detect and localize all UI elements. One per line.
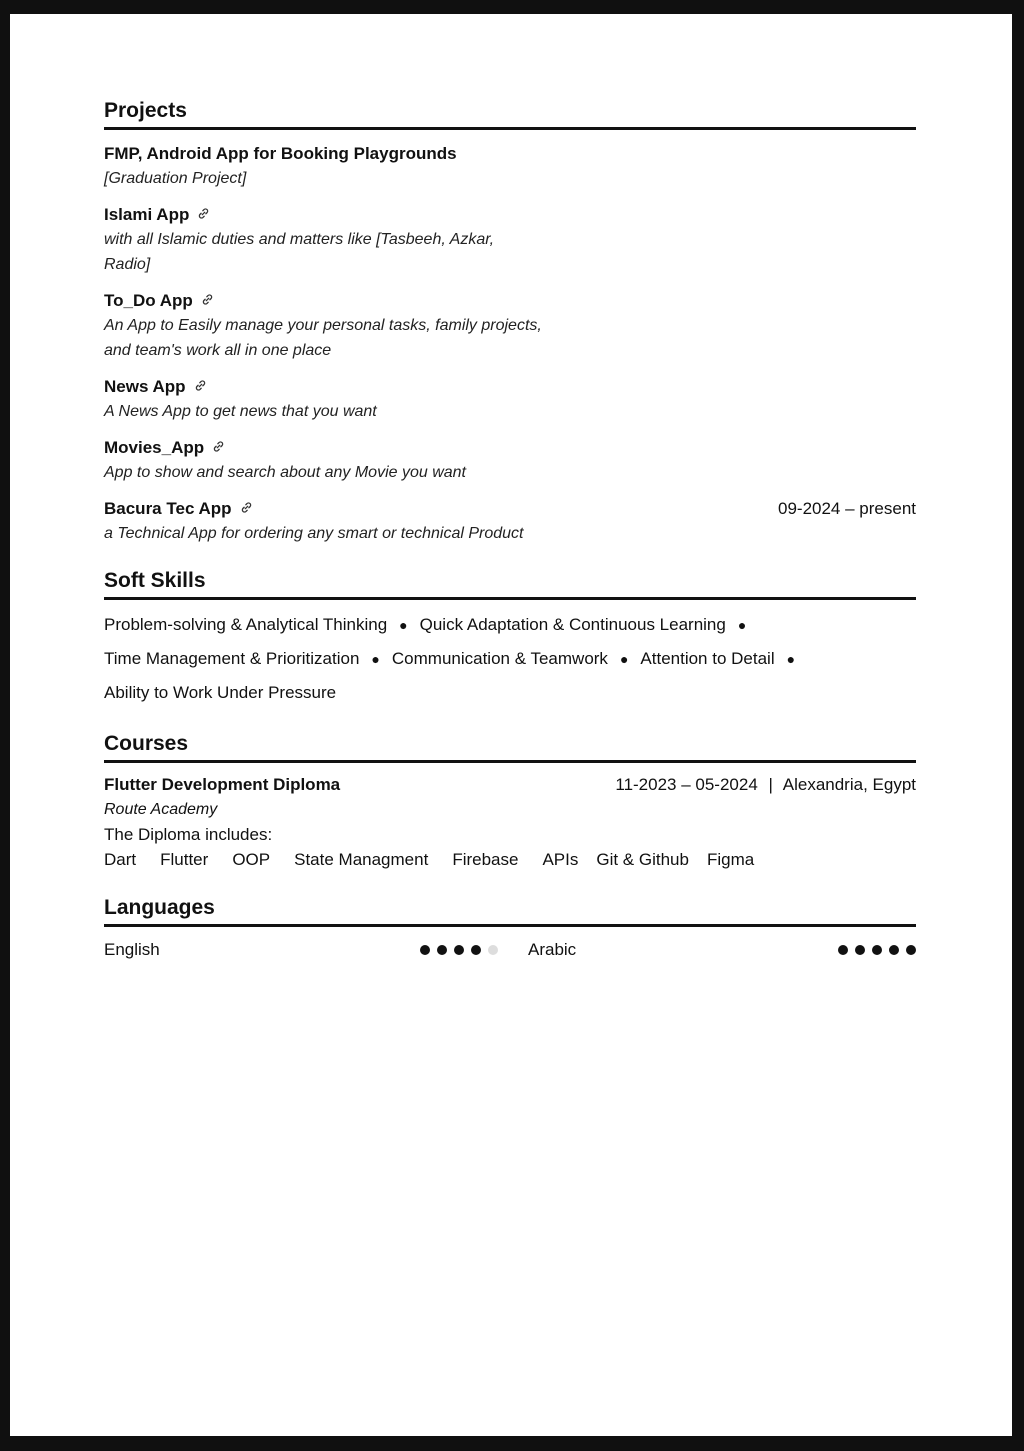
level-dot-filled	[872, 945, 882, 955]
courses-heading: Courses	[104, 731, 916, 763]
language-item	[528, 937, 916, 963]
languages-heading: Languages	[104, 895, 916, 927]
soft-skills-list	[104, 608, 916, 709]
language-name: Arabic	[528, 940, 577, 959]
soft-skills-section	[104, 568, 916, 709]
project-item	[104, 142, 916, 191]
project-name: News App	[104, 377, 186, 396]
level-dot-filled	[855, 945, 865, 955]
link-icon[interactable]	[240, 501, 253, 519]
project-header	[104, 203, 916, 227]
projects-heading: Projects	[104, 98, 916, 130]
project-name: Bacura Tec App	[104, 499, 232, 518]
language-name: English	[104, 940, 160, 959]
soft-skill: Problem-solving & Analytical Thinking	[104, 615, 388, 634]
project-date: 09-2024 – present	[778, 499, 916, 518]
courses-section	[104, 731, 916, 873]
soft-skill: Attention to Detail	[640, 649, 775, 668]
soft-skill: Ability to Work Under Pressure	[104, 683, 337, 702]
project-description: a Technical App for ordering any smart or technical Product	[104, 525, 524, 542]
project-item	[104, 436, 916, 485]
course-topic: Dart	[104, 850, 137, 869]
link-icon[interactable]	[212, 440, 225, 458]
course-topic: Git & Github	[596, 850, 689, 869]
project-name: To_Do App	[104, 291, 193, 310]
soft-skill: Quick Adaptation & Continuous Learning	[419, 615, 726, 634]
link-icon[interactable]	[201, 293, 214, 311]
course-separator: |	[768, 775, 773, 794]
project-item	[104, 375, 916, 424]
level-dot-filled	[471, 945, 481, 955]
project-header	[104, 497, 916, 521]
course-includes-label: The Diploma includes:	[104, 825, 273, 844]
course-topic: APIs	[542, 850, 579, 869]
link-icon[interactable]	[194, 379, 207, 397]
language-level-dots	[420, 945, 498, 955]
languages-section	[104, 895, 916, 963]
project-description: A News App to get news that you want	[104, 403, 377, 420]
bullet-separator: ●	[619, 651, 629, 667]
project-description: with all Islamic duties and matters like [Tasbeeh, Azkar, Radio]	[104, 231, 495, 273]
project-title	[104, 436, 225, 460]
language-item	[104, 937, 498, 963]
course-topics	[104, 847, 916, 873]
level-dot-filled	[889, 945, 899, 955]
course-topic: State Managment	[294, 850, 429, 869]
course-topic: Flutter	[160, 850, 209, 869]
project-header	[104, 289, 916, 313]
bullet-separator: ●	[737, 617, 747, 633]
level-dot-empty	[488, 945, 498, 955]
course-header	[104, 773, 916, 797]
course-dates: 11-2023 – 05-2024	[615, 775, 758, 794]
soft-skills-heading: Soft Skills	[104, 568, 916, 600]
course-organization: Route Academy	[104, 801, 218, 818]
bullet-separator: ●	[371, 651, 380, 667]
project-description: An App to Easily manage your personal tasks, family projects, and team's work all in one place	[104, 317, 542, 359]
level-dot-filled	[420, 945, 430, 955]
project-header	[104, 436, 916, 460]
project-title	[104, 497, 253, 521]
project-name: FMP, Android App for Booking Playgrounds	[104, 144, 457, 163]
course-topic: Firebase	[452, 850, 519, 869]
resume-page	[10, 14, 1012, 1436]
language-level-dots	[838, 945, 916, 955]
project-name: Islami App	[104, 205, 190, 224]
project-title	[104, 142, 457, 166]
soft-skill: Communication & Teamwork	[391, 649, 608, 668]
project-title	[104, 375, 207, 399]
project-name: Movies_App	[104, 438, 205, 457]
course-topic: OOP	[232, 850, 271, 869]
level-dot-filled	[838, 945, 848, 955]
project-item	[104, 203, 916, 277]
course-location: Alexandria, Egypt	[782, 775, 916, 794]
soft-skill: Time Management & Prioritization	[104, 649, 360, 668]
languages-list	[104, 937, 916, 963]
course-name: Flutter Development Diploma	[104, 775, 341, 794]
resume-content	[104, 98, 916, 985]
project-item	[104, 289, 916, 363]
projects-section	[104, 98, 916, 546]
project-header	[104, 375, 916, 399]
link-icon[interactable]	[197, 207, 210, 225]
course-topic: Figma	[706, 850, 755, 869]
bullet-separator: ●	[786, 651, 796, 667]
project-title	[104, 203, 210, 227]
bullet-separator: ●	[399, 617, 408, 633]
project-description: App to show and search about any Movie you want	[104, 464, 466, 481]
level-dot-filled	[454, 945, 464, 955]
projects-list	[104, 142, 916, 546]
course-meta	[615, 773, 916, 797]
level-dot-filled	[437, 945, 447, 955]
project-title	[104, 289, 214, 313]
project-header	[104, 142, 916, 166]
project-item	[104, 497, 916, 546]
project-description: [Graduation Project]	[104, 170, 247, 187]
level-dot-filled	[906, 945, 916, 955]
